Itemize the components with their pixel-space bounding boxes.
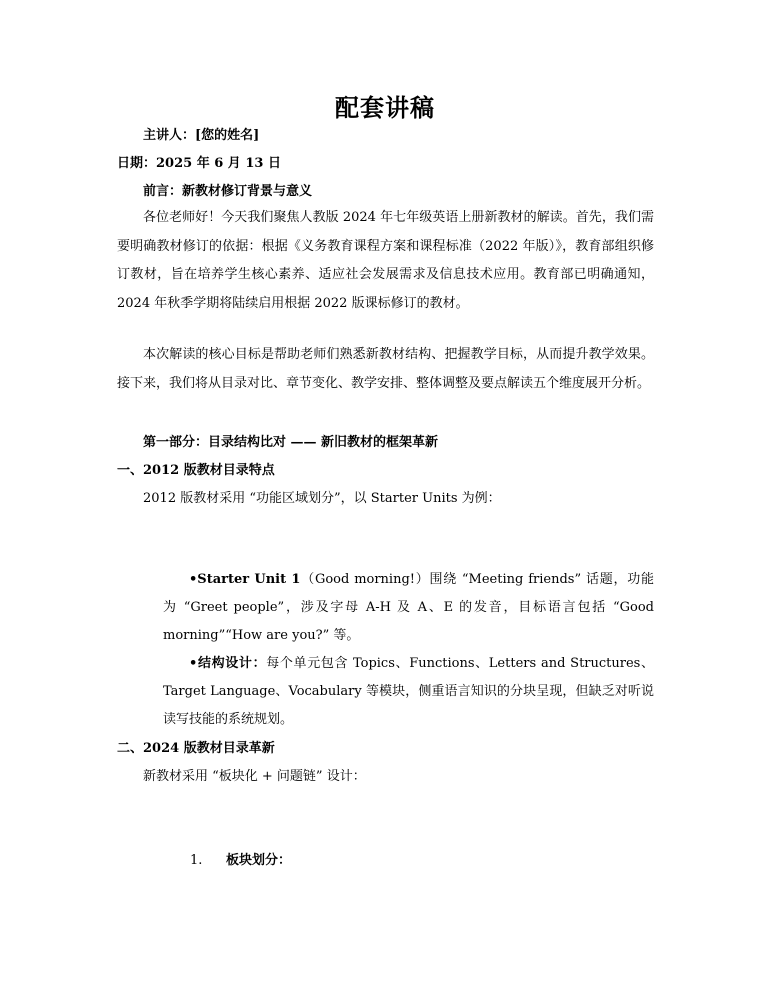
part1-heading: 第一部分：目录结构比对 —— 新旧教材的框架革新 xyxy=(143,435,439,450)
paragraph-intro: 各位老师好！今天我们聚焦人教版 2024 年七年级英语上册新教材的解读。首先，我们需要明确教材修订的依据：根据《义务教育课程方案和课程标准（2022 年版）》，教育部组织修订教材，旨在培养学生核心素养、适应社会发展需求及信息技术应用。教育部已明确通知，2024 年秋季学期将陆续启用根据 2022 版课标修订的教材。 xyxy=(117,210,654,311)
section1-heading: 一、2012 版教材目录特点 xyxy=(117,463,275,478)
bullet-structure-design-lead: •结构设计： xyxy=(189,656,267,671)
preface-heading: 前言：新教材修订背景与意义 xyxy=(143,184,313,199)
section2-heading: 二、2024 版教材目录革新 xyxy=(117,741,275,756)
bullet-structure-design xyxy=(163,650,654,734)
list-item-number: 1. xyxy=(190,853,203,868)
bullet-starter-unit-lead: •Starter Unit 1 xyxy=(189,572,301,587)
paragraph-goals: 本次解读的核心目标是帮助老师们熟悉新教材结构、把握教学目标，从而提升教学效果。接下来，我们将从目录对比、章节变化、教学安排、整体调整及要点解读五个维度展开分析。 xyxy=(117,347,654,391)
bullet-starter-unit-text: （Good morning!）围绕 “Meeting friends” 话题，功能为 “Greet people”，涉及字母 A-H 及 A、E 的发音，目标语言包括 “Good morning”“How are you?” 等。 xyxy=(163,572,654,643)
page-title: 配套讲稿 xyxy=(335,93,435,122)
bullet-structure-design-text: 每个单元包含 Topics、Functions、Letters and Structures、Target Language、Vocabulary 等模块，侧重语言知识的分块呈现，但缺乏对听说读写技能的系统规划。 xyxy=(163,656,655,727)
date-line: 日期：2025 年 6 月 13 日 xyxy=(117,156,281,171)
list-item-label: 板块划分： xyxy=(226,853,292,868)
section1-intro: 2012 版教材采用 “功能区域划分”，以 Starter Units 为例： xyxy=(143,491,501,506)
bullet-starter-unit xyxy=(163,566,654,650)
presenter-line: 主讲人：[您的姓名] xyxy=(143,128,260,143)
section2-intro: 新教材采用 “板块化 + 问题链” 设计： xyxy=(143,769,366,784)
